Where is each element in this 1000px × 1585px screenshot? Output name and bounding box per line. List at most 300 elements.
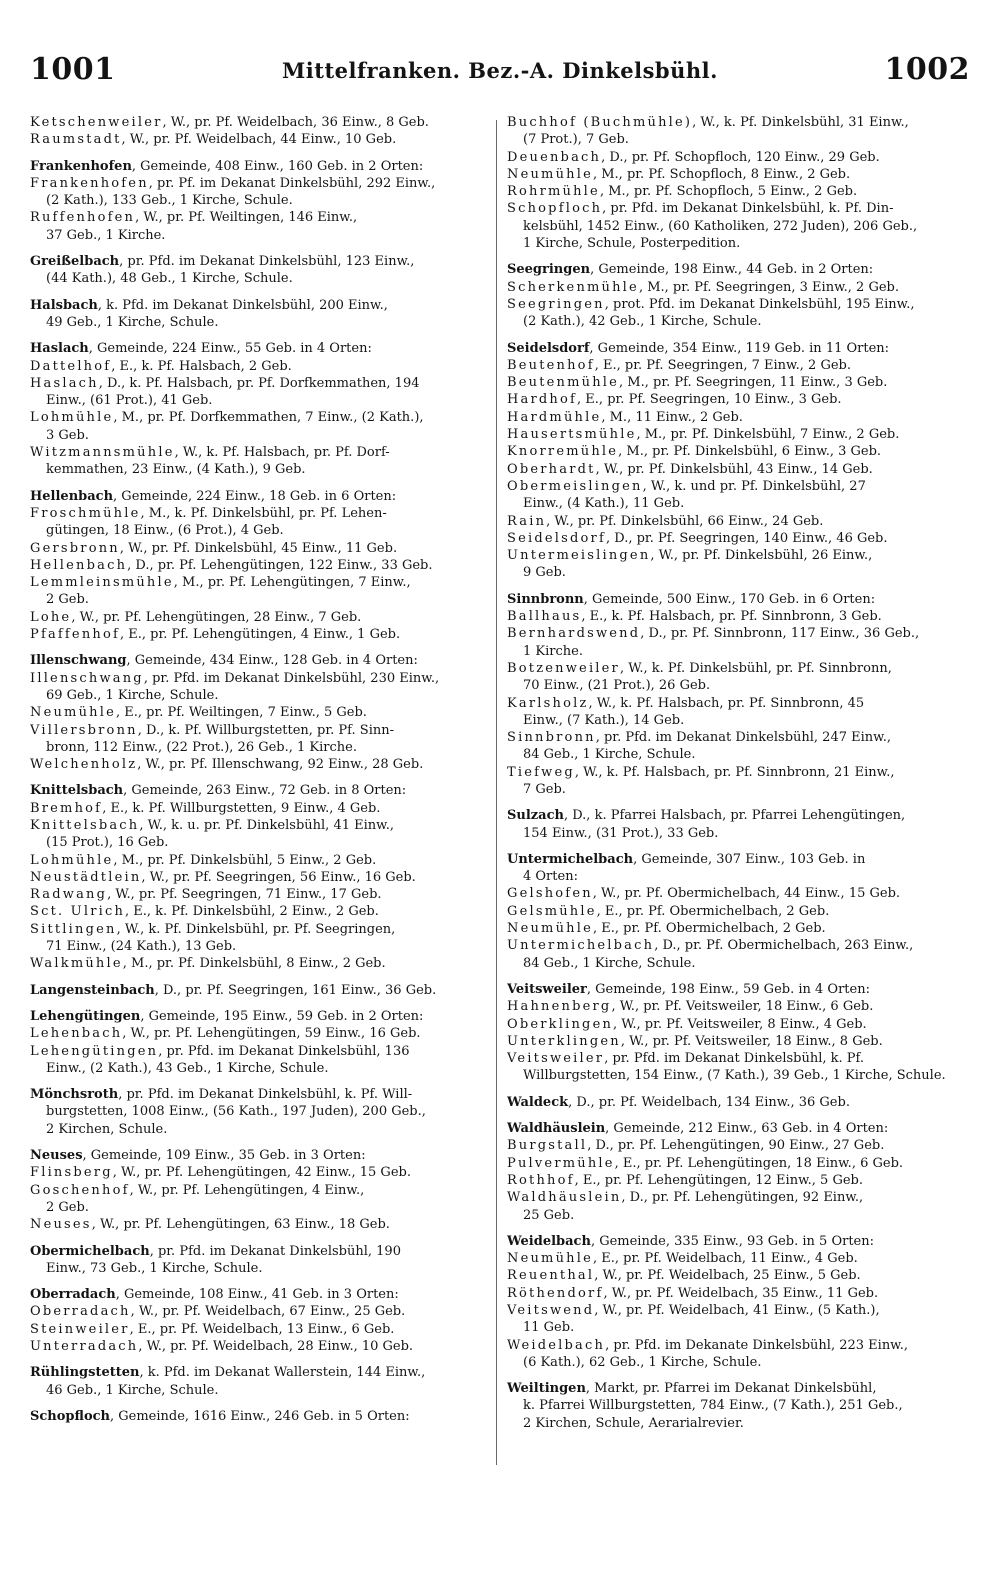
entry-details: kemmathen, 23 Einw., (4 Kath.), 9 Geb. <box>46 462 306 478</box>
place-entry-line <box>507 183 965 200</box>
place-entry-line <box>507 660 965 677</box>
entry-details: , pr. Pfd. im Dekanat Dinkelsbühl, 247 Einw., <box>595 730 891 746</box>
entry-details: 2 Kirchen, Schule, Aerarialrevier. <box>523 1415 744 1431</box>
entry-continuation-line <box>30 1260 488 1277</box>
place-entry-line <box>30 903 488 920</box>
place-entry-line <box>507 1137 965 1154</box>
place-entry-line <box>30 574 488 591</box>
entry-heading-line <box>507 261 965 278</box>
place-entry-line <box>507 695 965 712</box>
place-name: Unterradach <box>30 1339 139 1354</box>
entry-details: , W., pr. Pf. Seegringen, 71 Einw., 17 Geb. <box>107 887 382 903</box>
entry-heading-line <box>30 1408 488 1425</box>
entry-details: , E., pr. Pf. Lehengütingen, 12 Einw., 5 Geb. <box>574 1172 863 1188</box>
place-entry-line <box>507 409 965 426</box>
entry-details: , Gemeinde, 335 Einw., 93 Geb. in 5 Orten: <box>590 1233 875 1249</box>
entry-details: , pr. Pfd. im Dekanat Dinkelsbühl, 230 Einw., <box>143 670 440 686</box>
place-entry-line <box>30 609 488 626</box>
municipality-name: Illenschwang <box>30 653 127 669</box>
left-column <box>30 114 488 1474</box>
entry-details: 2 Kirchen, Schule. <box>46 1121 168 1137</box>
entry-details: , W., k. Pf. Halsbach, pr. Pf. Sinnbronn, 21 Einw., <box>574 764 895 780</box>
place-entry-line <box>30 1164 488 1181</box>
entry-heading-line <box>507 1120 965 1137</box>
place-entry-line <box>30 955 488 972</box>
entry-details: , D., pr. Pf. Schopfloch, 120 Einw., 29 Geb. <box>601 149 880 165</box>
entry-heading-line <box>30 982 488 999</box>
entry-continuation-line <box>507 677 965 694</box>
entry-details: , W., pr. Pf. Illenschwang, 92 Einw., 28 Geb. <box>137 757 424 773</box>
place-name: Oberklingen <box>507 1016 614 1032</box>
entry-details: , W., pr. Pf. Lehengütingen, 59 Einw., 16 Geb. <box>122 1026 421 1042</box>
page-number-right: 1002 <box>884 52 970 87</box>
entry-details: , M., pr. Pf. Dinkelsbühl, 6 Einw., 3 Geb. <box>618 444 882 460</box>
place-name: Haslach <box>30 375 99 391</box>
entry-details: 154 Einw., (31 Prot.), 33 Geb. <box>523 825 719 841</box>
entry-details: , D., pr. Pf. Sinnbronn, 117 Einw., 36 Geb., <box>640 626 920 642</box>
place-name: Röthendorf <box>507 1285 604 1301</box>
place-name: Bernhardswend <box>507 626 641 642</box>
entry-heading-line <box>30 340 488 357</box>
place-name: Lohe <box>30 609 72 625</box>
entry-details: , E., pr. Pf. Weidelbach, 11 Einw., 4 Geb. <box>592 1251 858 1267</box>
entry-heading-line <box>30 1147 488 1164</box>
place-name: Dattelhof <box>30 358 112 374</box>
place-entry-line <box>507 729 965 746</box>
place-name: Bremhof <box>30 800 103 816</box>
municipality-name: Knittelsbach <box>30 783 124 799</box>
municipality-name: Haslach <box>30 341 89 357</box>
place-name: Seegringen <box>507 296 605 312</box>
municipality-name: Untermichelbach <box>507 851 634 867</box>
place-entry-line <box>507 1285 965 1302</box>
entry-continuation-line <box>30 227 488 244</box>
municipality-name: Langensteinbach <box>30 982 155 998</box>
entry-block <box>30 253 488 288</box>
place-name: Flinsberg <box>30 1165 113 1181</box>
place-entry-line <box>30 852 488 869</box>
municipality-name: Seidelsdorf <box>507 340 590 356</box>
entry-details: , M., pr. Pf. Schopfloch, 8 Einw., 2 Geb. <box>592 166 851 182</box>
place-name: Lehengütingen <box>30 1043 159 1059</box>
place-entry-line <box>30 800 488 817</box>
entry-details: , W., pr. Pf. Weidelbach, 41 Einw., (5 Kath.), <box>594 1303 880 1318</box>
entry-details: , M., pr. Pf. Dorfkemmathen, 7 Einw., (2 Kath.), <box>113 410 424 426</box>
municipality-name: Sulzach <box>507 808 564 824</box>
place-entry-line <box>507 114 965 131</box>
entry-heading-line <box>30 1286 488 1303</box>
entry-details: , E., k. Pf. Dinkelsbühl, 2 Einw., 2 Geb. <box>125 904 379 920</box>
entry-details: , E., pr. Pf. Lehengütingen, 4 Einw., 1 Geb. <box>120 627 401 643</box>
place-entry-line <box>507 920 965 937</box>
entry-details: , W., pr. Pf. Weidelbach, 44 Einw., 10 Geb. <box>121 132 397 148</box>
entry-details: , W., pr. Pf. Lehengütingen, 63 Einw., 18 Geb. <box>91 1217 390 1233</box>
entry-continuation-line <box>507 1207 965 1224</box>
place-name: Oberhardt <box>507 461 596 477</box>
municipality-name: Schopfloch <box>30 1408 111 1424</box>
place-entry-line <box>507 1189 965 1206</box>
municipality-name: Frankenhofen <box>30 158 132 174</box>
entry-block <box>507 1120 965 1224</box>
place-name: Lohmühle <box>30 410 114 426</box>
place-name: Karlsholz <box>507 695 589 711</box>
entry-details: , W., pr. Pf. Weiltingen, 146 Einw., <box>135 210 358 226</box>
place-name: Lehenbach <box>30 1026 123 1042</box>
municipality-name: Waldeck <box>507 1094 569 1110</box>
place-name: Welchenholz <box>30 757 138 773</box>
place-name: Hellenbach <box>30 557 128 573</box>
entry-details: , W., pr. Pf. Obermichelbach, 44 Einw., 15 Geb. <box>592 886 901 902</box>
entry-details: 9 Geb. <box>523 565 566 581</box>
place-name: Veitsweiler <box>507 1051 605 1067</box>
place-entry-line <box>507 625 965 642</box>
place-entry-line <box>507 764 965 781</box>
place-entry-line <box>30 375 488 392</box>
entry-continuation-line <box>30 1121 488 1138</box>
place-name: Reuenthal <box>507 1268 595 1284</box>
place-entry-line <box>507 200 965 217</box>
entry-details: (2 Kath.), 42 Geb., 1 Kirche, Schule. <box>523 314 762 330</box>
place-name: Pulvermühle <box>507 1155 615 1171</box>
entry-details: (7 Prot.), 7 Geb. <box>523 132 629 148</box>
place-entry-line <box>507 166 965 183</box>
entry-details: , W., pr. Pf. Lehengütingen, 4 Einw., <box>129 1182 365 1198</box>
entry-details: , W., pr. Pf. Weidelbach, 28 Einw., 10 Geb. <box>138 1339 414 1354</box>
place-entry-line <box>507 279 965 296</box>
place-entry-line <box>30 1321 488 1338</box>
place-name: Raumstadt <box>30 132 122 148</box>
entry-block <box>507 114 965 252</box>
entry-block <box>507 340 965 582</box>
entry-details: 2 Geb. <box>46 1199 89 1215</box>
entry-details: , Gemeinde, 212 Einw., 63 Geb. in 4 Orten: <box>605 1121 889 1137</box>
entry-heading-line <box>30 1008 488 1025</box>
place-entry-line <box>30 1338 488 1355</box>
place-name: Sct. Ulrich <box>30 904 126 920</box>
municipality-name: Mönchsroth <box>30 1087 119 1103</box>
entry-heading-line <box>507 1380 965 1397</box>
place-name: Ballhaus <box>507 609 582 625</box>
place-entry-line <box>507 998 965 1015</box>
place-entry-line <box>507 1172 965 1189</box>
municipality-name: Rühlingstetten <box>30 1365 140 1381</box>
place-name: Obermeislingen <box>507 478 643 494</box>
place-name: Seidelsdorf <box>507 530 606 546</box>
entry-continuation-line <box>30 427 488 444</box>
entry-continuation-line <box>507 955 965 972</box>
place-name: Hahnenberg <box>507 999 612 1015</box>
place-entry-line <box>30 1025 488 1042</box>
entry-details: 84 Geb., 1 Kirche, Schule. <box>523 747 696 763</box>
entry-details: , W., pr. Pf. Dinkelsbühl, 43 Einw., 14 Geb. <box>595 461 873 477</box>
entry-details: , Gemeinde, 1616 Einw., 246 Geb. in 5 Orten: <box>110 1408 410 1424</box>
entry-continuation-line <box>507 1354 965 1371</box>
entry-details: , M., pr. Pf. Dinkelsbühl, 7 Einw., 2 Geb. <box>636 427 900 443</box>
place-entry-line <box>507 530 965 547</box>
entry-continuation-line <box>507 1319 965 1336</box>
entry-details: , k. Pfd. im Dekanat Dinkelsbühl, 200 Einw., <box>97 297 388 313</box>
place-entry-line <box>507 478 965 495</box>
entry-details: Einw., (61 Prot.), 41 Geb. <box>46 393 213 409</box>
entry-details: , Gemeinde, 198 Einw., 59 Geb. in 4 Orten: <box>586 981 870 997</box>
entry-continuation-line <box>507 781 965 798</box>
place-entry-line <box>507 149 965 166</box>
entry-heading-line <box>507 851 965 868</box>
entry-details: , E., pr. Pf. Lehengütingen, 18 Einw., 6 Geb. <box>614 1155 904 1171</box>
entry-details: gütingen, 18 Einw., (6 Prot.), 4 Geb. <box>46 523 284 539</box>
entry-details: , W., pr. Pf. Dinkelsbühl, 45 Einw., 11 Geb. <box>119 540 398 556</box>
entry-heading-line <box>507 591 965 608</box>
entry-continuation-line <box>30 392 488 409</box>
entry-details: , Gemeinde, 109 Einw., 35 Geb. in 3 Orten: <box>82 1148 366 1164</box>
place-entry-line <box>507 391 965 408</box>
municipality-name: Oberradach <box>30 1287 116 1303</box>
entry-details: , E., k. Pf. Halsbach, pr. Pf. Sinnbronn, 3 Geb. <box>581 609 882 625</box>
entry-block <box>507 591 965 799</box>
place-name: Illenschwang <box>30 670 144 686</box>
entry-block <box>30 158 488 244</box>
entry-details: , W., k. Pf. Dinkelsbühl, pr. Pf. Sinnbronn, <box>619 660 892 676</box>
entry-details: , Gemeinde, 500 Einw., 170 Geb. in 6 Orten: <box>583 591 876 607</box>
entry-details: , W., pr. Pf. Veitsweiler, 8 Einw., 4 Geb. <box>613 1016 867 1032</box>
entry-details: , E., pr. Pf. Weiltingen, 7 Einw., 5 Geb. <box>115 705 367 721</box>
place-name: Neuses <box>30 1217 92 1233</box>
place-name: Botzenweiler <box>507 660 620 676</box>
place-entry-line <box>30 1182 488 1199</box>
place-name: Knittelsbach <box>30 817 140 833</box>
entry-details: 84 Geb., 1 Kirche, Schule. <box>523 955 696 971</box>
place-entry-line <box>30 131 488 148</box>
entry-heading-line <box>30 652 488 669</box>
entry-details: , W., pr. Pf. Lehengütingen, 42 Einw., 15 Geb. <box>112 1165 411 1181</box>
entry-details: 11 Geb. <box>523 1320 575 1336</box>
entry-details: , W., pr. Pf. Veitsweiler, 18 Einw., 6 Geb. <box>611 999 874 1015</box>
entry-details: , M., pr. Pf. Dinkelsbühl, 8 Einw., 2 Geb. <box>122 956 386 972</box>
entry-heading-line <box>30 488 488 505</box>
entry-details: kelsbühl, 1452 Einw., (60 Katholiken, 272 Juden), 206 Geb., <box>523 218 918 234</box>
entry-details: Einw., (4 Kath.), 11 Geb. <box>523 496 685 512</box>
entry-details: , Gemeinde, 408 Einw., 160 Geb. in 2 Orten: <box>131 158 424 174</box>
place-entry-line <box>507 1033 965 1050</box>
entry-details: 1 Kirche, Schule, Posterpedition. <box>523 236 741 252</box>
place-entry-line <box>30 921 488 938</box>
entry-details: , prot. Pfd. im Dekanat Dinkelsbühl, 195 Einw., <box>604 296 915 312</box>
right-column <box>507 114 965 1474</box>
entry-details: , pr. Pfd. im Dekanat Dinkelsbühl, 190 <box>149 1243 401 1259</box>
entry-details: , M., pr. Pf. Lehengütingen, 7 Einw., <box>173 575 411 591</box>
entry-block <box>507 1094 965 1111</box>
entry-details: , W., k. Pf. Dinkelsbühl, 31 Einw., <box>692 115 909 130</box>
place-entry-line <box>507 1267 965 1284</box>
place-name: Oberradach <box>30 1304 131 1320</box>
place-entry-line <box>507 903 965 920</box>
entry-details: , M., pr. Pf. Dinkelsbühl, 5 Einw., 2 Geb. <box>113 852 377 868</box>
place-name: Lohmühle <box>30 852 114 868</box>
place-name: Gelshofen <box>507 886 593 902</box>
place-entry-line <box>30 409 488 426</box>
entry-details: Einw., (2 Kath.), 43 Geb., 1 Kirche, Schule. <box>46 1060 329 1076</box>
place-name: Untermeislingen <box>507 548 651 564</box>
entry-details: , D., pr. Pf. Weidelbach, 134 Einw., 36 Geb. <box>568 1094 850 1110</box>
entry-details: , pr. Pfd. im Dekanat Dinkelsbühl, k. Pf. Will- <box>118 1087 413 1103</box>
entry-details: , M., pr. Pf. Schopfloch, 5 Einw., 2 Geb. <box>599 184 858 200</box>
entry-continuation-line <box>30 739 488 756</box>
place-name: Scherkenmühle <box>507 279 639 295</box>
entry-continuation-line <box>507 313 965 330</box>
entry-heading-line <box>30 782 488 799</box>
entry-details: , D., pr. Pf. Lehengütingen, 90 Einw., 27 Geb. <box>587 1138 885 1154</box>
place-name: Waldhäuslein <box>507 1190 622 1206</box>
entry-block <box>30 1086 488 1138</box>
municipality-name: Hellenbach <box>30 488 114 504</box>
entry-details: 37 Geb., 1 Kirche. <box>46 227 166 243</box>
entry-continuation-line <box>507 1415 965 1432</box>
entry-details: 3 Geb. <box>46 427 89 443</box>
entry-block <box>30 652 488 773</box>
entry-details: , E., pr. Pf. Obermichelbach, 2 Geb. <box>596 903 830 919</box>
entry-details: Einw., (7 Kath.), 14 Geb. <box>523 712 685 728</box>
entry-details: , D., pr. Pf. Obermichelbach, 263 Einw., <box>654 938 914 954</box>
place-name: Veitswend <box>507 1303 595 1318</box>
place-entry-line <box>30 1043 488 1060</box>
municipality-name: Obermichelbach <box>30 1243 150 1259</box>
place-name: Burgstall <box>507 1138 588 1154</box>
entry-continuation-line <box>30 938 488 955</box>
place-name: Unterklingen <box>507 1033 621 1049</box>
entry-details: , Gemeinde, 263 Einw., 72 Geb. in 8 Orten: <box>123 783 407 799</box>
place-entry-line <box>507 374 965 391</box>
entry-details: , W., pr. Pf. Weidelbach, 36 Einw., 8 Geb. <box>162 115 429 130</box>
place-name: Pfaffenhof <box>30 627 121 643</box>
entry-continuation-line <box>30 1199 488 1216</box>
entry-heading-line <box>30 297 488 314</box>
entry-details: , D., pr. Pf. Seegringen, 161 Einw., 36 Geb. <box>154 982 437 998</box>
place-entry-line <box>30 505 488 522</box>
place-name: Froschmühle <box>30 505 141 521</box>
entry-details: 69 Geb., 1 Kirche, Schule. <box>46 687 219 703</box>
entry-details: 7 Geb. <box>523 781 566 797</box>
place-name: Witzmannsmühle <box>30 445 175 461</box>
place-name: Gersbronn <box>30 540 120 556</box>
place-name: Neumühle <box>30 705 116 721</box>
entry-details: burgstetten, 1008 Einw., (56 Kath., 197 Juden), 200 Geb., <box>46 1104 426 1120</box>
running-title: Mittelfranken. Bez.-A. Dinkelsbühl. <box>282 58 718 83</box>
place-name: Untermichelbach <box>507 938 655 954</box>
entry-details: , pr. Pfd. im Dekanat Dinkelsbühl, k. Pf. Din- <box>602 201 894 217</box>
place-name: Neumühle <box>507 1251 593 1267</box>
entry-continuation-line <box>507 131 965 148</box>
entry-details: k. Pfarrei Willburgstetten, 784 Einw., (7 Kath.), 251 Geb., <box>523 1398 903 1414</box>
entry-block <box>30 1243 488 1278</box>
place-name: Rohrmühle <box>507 184 600 200</box>
place-entry-line <box>507 461 965 478</box>
entry-details: , E., k. Pf. Halsbach, 2 Geb. <box>111 358 292 374</box>
place-entry-line <box>507 1302 965 1319</box>
entry-block <box>30 1008 488 1077</box>
place-name: Buchhof (Buchmühle) <box>507 115 693 130</box>
place-entry-line <box>507 443 965 460</box>
entry-block <box>30 1147 488 1233</box>
place-entry-line <box>30 756 488 773</box>
entry-continuation-line <box>507 868 965 885</box>
entry-details: , D., k. Pf. Willburgstetten, pr. Pf. Sinn- <box>137 722 394 738</box>
place-entry-line <box>30 817 488 834</box>
entry-details: (2 Kath.), 133 Geb., 1 Kirche, Schule. <box>46 193 293 209</box>
entry-details: , Gemeinde, 195 Einw., 59 Geb. in 2 Orten: <box>140 1008 424 1024</box>
place-entry-line <box>30 1303 488 1320</box>
entry-details: (44 Kath.), 48 Geb., 1 Kirche, Schule. <box>46 271 293 287</box>
municipality-name: Veitsweiler <box>507 981 587 997</box>
place-entry-line <box>507 1050 965 1067</box>
entry-continuation-line <box>30 687 488 704</box>
entry-details: 70 Einw., (21 Prot.), 26 Geb. <box>523 678 711 694</box>
place-name: Villersbronn <box>30 722 138 738</box>
place-name: Deuenbach <box>507 149 602 165</box>
entry-heading-line <box>30 158 488 175</box>
place-name: Neumühle <box>507 166 593 182</box>
entry-block <box>30 488 488 644</box>
entry-details: , M., 11 Einw., 2 Geb. <box>601 409 743 425</box>
entry-details: , D., pr. Pf. Seegringen, 140 Einw., 46 Geb. <box>605 530 888 546</box>
entry-details: , W., k. Pf. Halsbach, pr. Pf. Sinnbronn, 45 <box>588 695 865 711</box>
place-entry-line <box>30 722 488 739</box>
place-entry-line <box>507 1155 965 1172</box>
place-entry-line <box>30 626 488 643</box>
municipality-name: Greißelbach <box>30 254 120 270</box>
entry-details: 2 Geb. <box>46 592 89 608</box>
place-name: Hardhof <box>507 392 578 408</box>
entry-details: , W., pr. Pf. Weidelbach, 67 Einw., 25 Geb. <box>130 1304 406 1320</box>
entry-details: , W., pr. Pf. Veitsweiler, 18 Einw., 8 Geb. <box>620 1033 883 1049</box>
entry-block <box>507 1233 965 1371</box>
municipality-name: Neuses <box>30 1148 83 1164</box>
place-entry-line <box>30 1216 488 1233</box>
entry-details: 25 Geb. <box>523 1207 575 1223</box>
entry-heading-line <box>507 807 965 824</box>
entry-block <box>30 1364 488 1399</box>
place-name: Beutenmühle <box>507 375 620 391</box>
place-entry-line <box>507 1016 965 1033</box>
place-name: Neumühle <box>507 921 593 937</box>
entry-details: , M., k. Pf. Dinkelsbühl, pr. Pf. Lehen- <box>140 505 387 521</box>
entry-details: , Gemeinde, 224 Einw., 18 Geb. in 6 Orten: <box>113 488 397 504</box>
entry-details: , Gemeinde, 434 Einw., 128 Geb. in 4 Orten: <box>126 653 418 669</box>
entry-details: Willburgstetten, 154 Einw., (7 Kath.), 39 Geb., 1 Kirche, Schule. <box>523 1068 946 1084</box>
entry-details: 49 Geb., 1 Kirche, Schule. <box>46 314 219 330</box>
entry-continuation-line <box>507 235 965 252</box>
page-number-left: 1001 <box>30 52 116 87</box>
entry-details: , k. Pfd. im Dekanat Wallerstein, 144 Einw., <box>139 1365 426 1381</box>
entry-details: , Gemeinde, 354 Einw., 119 Geb. in 11 Orten: <box>589 340 890 356</box>
entry-continuation-line <box>507 712 965 729</box>
entry-heading-line <box>30 1364 488 1381</box>
entry-continuation-line <box>507 218 965 235</box>
place-name: Weidelbach <box>507 1337 606 1353</box>
place-entry-line <box>30 557 488 574</box>
place-name: Hardmühle <box>507 409 602 425</box>
place-name: Rain <box>507 513 547 529</box>
place-name: Sinnbronn <box>507 730 596 746</box>
place-entry-line <box>30 670 488 687</box>
place-entry-line <box>30 869 488 886</box>
place-entry-line <box>507 426 965 443</box>
entry-continuation-line <box>30 314 488 331</box>
entry-details: , W., pr. Pf. Seegringen, 56 Einw., 16 Geb. <box>141 869 416 885</box>
entry-details: , E., k. Pf. Willburgstetten, 9 Einw., 4 Geb. <box>102 800 381 816</box>
entry-block <box>507 807 965 842</box>
place-name: Walkmühle <box>30 956 123 972</box>
entry-details: , E., pr. Pf. Seegringen, 7 Einw., 2 Geb. <box>594 357 851 373</box>
